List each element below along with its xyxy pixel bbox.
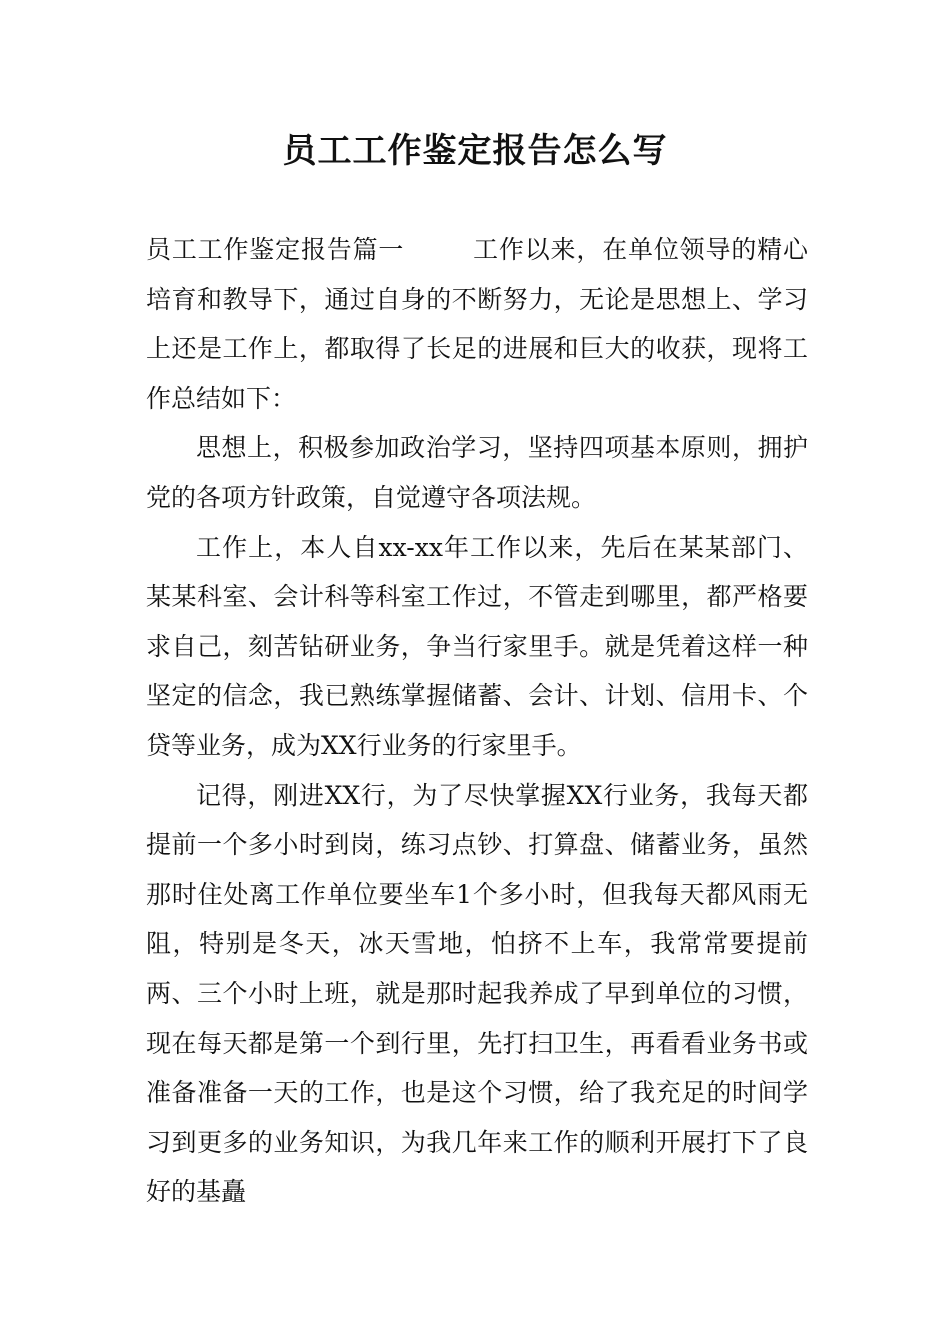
paragraph-4: 记得，刚进XX行，为了尽快掌握XX行业务，我每天都提前一个多小时到岗，练习点钞、打算盘、储蓄业务，虽然那时住处离工作单位要坐车1个多小时，但我每天都风雨无阻，特别是冬天，冰天雪地，怕挤不上车，我常常要提前两、三个小时上班，就是那时起我养成了早到单位的习惯，现在每天都是第一个到行里，先打扫卫生，再看看业务书或准备准备一天的工作，也是这个习惯，给了我充足的时间学习到更多的业务知识，为我几年来工作的顺利开展打下了良好的基矗: [146, 780, 808, 1207]
paragraph-2: 思想上，积极参加政治学习，坚持四项基本原则，拥护党的各项方针政策，自觉遵守各项法规。: [146, 433, 808, 512]
paragraph-1: [146, 225, 808, 423]
document-title: 员工工作鉴定报告怎么写: [282, 131, 668, 171]
section-heading: 员工工作鉴定报告篇一: [146, 235, 405, 264]
document-body: [146, 225, 808, 1217]
paragraph-3: 工作上，本人自xx-xx年工作以来，先后在某某部门、某某科室、会计科等科室工作过，不管走到哪里，都严格要求自己，刻苦钻研业务，争当行家里手。就是凭着这样一种坚定的信念，我已熟练掌握储蓄、会计、计划、信用卡、个贷等业务，成为XX行业务的行家里手。: [146, 532, 808, 760]
paragraph-1-text: 工作以来，在单位领导的精心培育和教导下，通过自身的不断努力，无论是思想上、学习上还是工作上，都取得了长足的进展和巨大的收获，现将工作总结如下：: [146, 235, 808, 413]
